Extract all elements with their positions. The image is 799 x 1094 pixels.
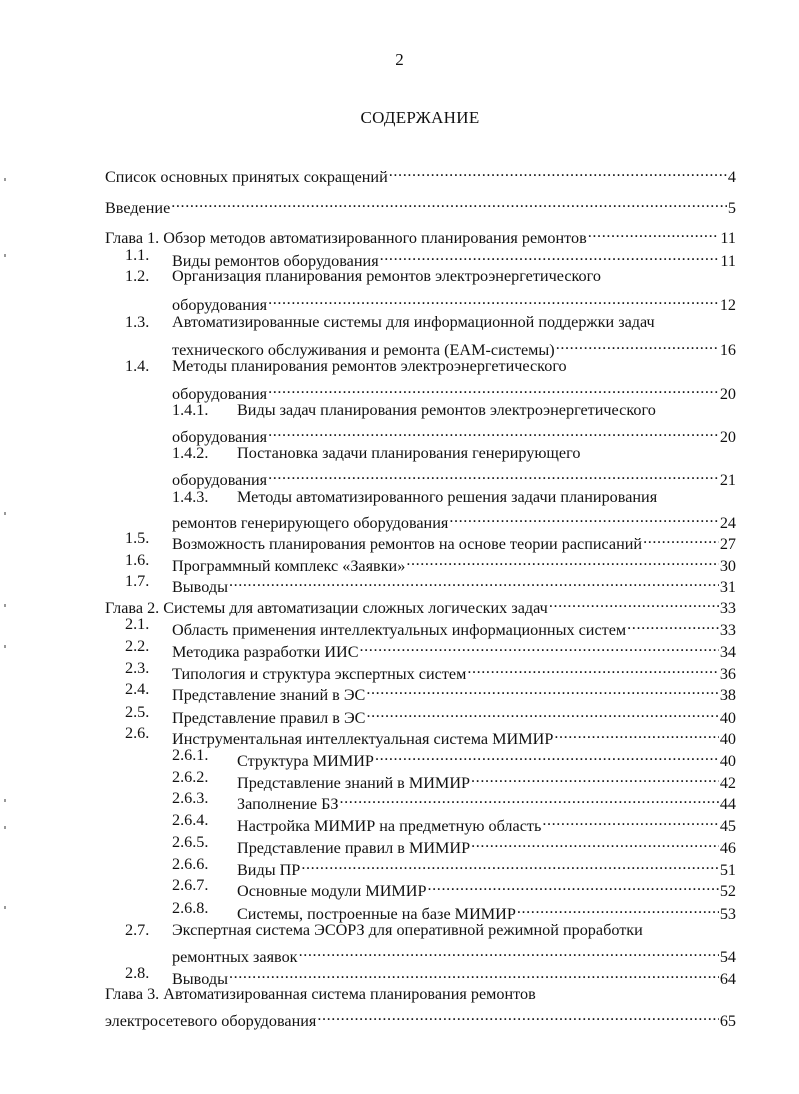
toc-entry-page: 11: [720, 229, 736, 247]
toc-entry-leader: [299, 941, 719, 962]
toc-entry-page: 40: [719, 730, 736, 748]
toc-entry: [0, 920, 799, 941]
toc-entry: [0, 745, 799, 770]
toc-entry-number: 2.2.: [125, 637, 150, 655]
toc-entry-leader: [467, 658, 718, 679]
toc-entry-title: Представление правил в ЭС: [172, 709, 366, 727]
toc-entry-leader: [517, 898, 719, 919]
toc-entry: [0, 788, 799, 813]
toc-entry-number: 1.3.: [125, 313, 150, 331]
toc-entry-page: 33: [719, 621, 736, 639]
toc-entry-leader: [268, 421, 719, 442]
toc-entry-leader: [301, 854, 719, 875]
toc-entry-title: Представление знаний в ЭС: [172, 686, 366, 704]
toc-entry: [0, 875, 799, 900]
toc-entry-page: 40: [719, 709, 736, 727]
toc-entry-page: 33: [719, 599, 736, 617]
toc-entry-leader: [366, 679, 718, 700]
toc-entry-title: Постановка задачи планирования генерирующего: [237, 444, 581, 462]
toc-entry: [0, 767, 799, 792]
toc-entry-page: 30: [719, 557, 736, 575]
toc-entry: [0, 832, 799, 857]
toc-entry-number: 2.3.: [125, 659, 150, 677]
toc-entry-page: 24: [719, 514, 736, 532]
toc-entry: [0, 356, 799, 377]
toc-entry-title: Настройка МИМИР на предметную область: [237, 817, 542, 835]
toc-entry-title: Автоматизированные системы для информационной поддержки задач: [172, 313, 655, 331]
toc-entry-number: 2.1.: [125, 615, 150, 633]
toc-entry-number: 2.6.8.: [172, 899, 209, 917]
toc-entry-number: 2.8.: [125, 964, 150, 982]
toc-entry-page: 45: [719, 817, 736, 835]
toc-entry-leader: [380, 245, 720, 266]
toc-entry-page: 34: [719, 643, 736, 661]
toc-entry-page: 12: [719, 296, 736, 314]
toc-entry: [0, 334, 799, 359]
toc-entry-page: 36: [719, 665, 736, 683]
toc-entry-leader: [268, 378, 719, 399]
toc-entry-leader: [542, 810, 718, 831]
toc-entry-leader: [268, 289, 719, 310]
toc-entry-leader: [554, 723, 718, 744]
toc-entry-title: Глава 2. Системы для автоматизации сложных логических задач: [105, 599, 548, 617]
toc-entry-leader: [627, 614, 719, 635]
toc-entry-title: оборудования: [172, 296, 268, 314]
toc-entry-title: Виды ремонтов оборудования: [172, 252, 379, 270]
toc-entry-page: 27: [719, 535, 736, 553]
toc-entry: [0, 898, 799, 923]
toc-entry-title: Экспертная система ЭСОРЗ для оперативной режимной проработки: [172, 921, 643, 939]
toc-entry: [0, 443, 799, 464]
toc-entry-number: 2.6.7.: [172, 876, 209, 894]
toc-entry-page: 44: [719, 795, 736, 813]
toc-entry-page: 52: [719, 882, 736, 900]
toc-entry-title: Список основных принятых сокращений: [105, 168, 388, 186]
toc-entry-title: технического обслуживания и ремонта (EAM-системы): [172, 341, 555, 359]
toc-entry-title: Выводы: [172, 578, 228, 596]
toc-entry-number: 1.7.: [125, 572, 150, 590]
page-title: СОДЕРЖАНИЕ: [360, 108, 480, 127]
toc-entry: [0, 421, 799, 446]
toc-entry: [0, 571, 799, 596]
toc-entry: [0, 222, 799, 247]
toc-entry-number: 1.4.: [125, 357, 150, 375]
toc-entry-page: 38: [719, 686, 736, 704]
toc-entry-page: 65: [719, 1012, 736, 1030]
toc-entry: [0, 289, 799, 314]
toc-entry-leader: [340, 788, 719, 809]
toc-entry: [0, 192, 799, 217]
toc-entry-title: Возможность планирования ремонтов на основе теории расписаний: [172, 535, 643, 553]
toc-entry-page: 20: [719, 428, 736, 446]
toc-entry: [0, 245, 799, 270]
toc-entry-title: Системы, построенные на базе МИМИР: [237, 905, 516, 923]
toc-entry-title: оборудования: [172, 385, 268, 403]
toc-entry-leader: [556, 334, 719, 355]
toc-entry-title: ремонтов генерирующего оборудования: [172, 514, 449, 532]
toc-entry-number: 2.6.1.: [172, 746, 209, 764]
toc-entry-leader: [366, 702, 718, 723]
toc-entry-number: 2.5.: [125, 703, 150, 721]
toc-entry-leader: [588, 222, 720, 243]
toc-entry-number: 2.7.: [125, 921, 150, 939]
toc-entry-leader: [471, 832, 719, 853]
toc-entry: [0, 702, 799, 727]
toc-entry-title: Методика разработки ИИС: [172, 643, 359, 661]
toc-entry-page: 20: [719, 385, 736, 403]
toc-entry-title: Введение: [105, 199, 171, 217]
toc-entry-page: 53: [719, 905, 736, 923]
toc-entry-leader: [449, 507, 718, 528]
toc-entry-title: оборудования: [172, 471, 268, 489]
toc-entry: [0, 378, 799, 403]
toc-entry-number: 2.6.6.: [172, 855, 209, 873]
toc-entry-leader: [549, 592, 719, 613]
toc-entry-title: Представление знаний в МИМИР: [237, 774, 471, 792]
toc-entry: [0, 464, 799, 489]
toc-entry-page: 11: [720, 252, 736, 270]
toc-entry-title: Выводы: [172, 970, 228, 988]
toc-entry-leader: [229, 963, 719, 984]
toc-entry-number: 2.6.: [125, 724, 150, 742]
toc-entry-title: Организация планирования ремонтов электроэнергетического: [172, 267, 601, 285]
toc-entry-page: 31: [719, 578, 736, 596]
toc-entry-number: 2.6.2.: [172, 768, 209, 786]
toc-entry-leader: [406, 550, 718, 571]
toc-entry-leader: [375, 745, 719, 766]
toc-entry-leader: [360, 636, 719, 657]
toc-entry: [0, 161, 799, 186]
toc-entry-leader: [317, 1005, 718, 1026]
toc-entry-leader: [428, 875, 719, 896]
toc-entry-title: Виды задач планирования ремонтов электроэнергетического: [237, 401, 656, 419]
toc-entry: [0, 528, 799, 553]
toc-entry-number: 2.6.4.: [172, 811, 209, 829]
toc-entry-leader: [643, 528, 719, 549]
toc-entry: [0, 636, 799, 661]
toc-entry-title: Типология и структура экспертных систем: [172, 665, 467, 683]
toc-entry-leader: [171, 192, 727, 213]
toc-entry-number: 2.4.: [125, 680, 150, 698]
toc-entry-title: оборудования: [172, 428, 268, 446]
toc-entry-title: электросетевого оборудования: [105, 1012, 317, 1030]
toc-entry-title: Программный комплекс «Заявки»: [172, 557, 406, 575]
toc-entry-title: Заполнение БЗ: [237, 795, 339, 813]
toc-entry-page: 4: [727, 168, 736, 186]
toc-entry: [0, 723, 799, 748]
toc-entry-number: 1.4.2.: [172, 444, 209, 462]
toc-entry: [0, 854, 799, 879]
toc-entry-title: Основные модули МИМИР: [237, 882, 427, 900]
toc-entry: [0, 810, 799, 835]
page-number: 2: [395, 50, 404, 69]
toc-entry-page: 51: [719, 861, 736, 879]
toc-entry-title: Область применения интеллектуальных информационных систем: [172, 621, 627, 639]
toc-entry-page: 21: [719, 471, 736, 489]
toc-entry: [0, 507, 799, 532]
toc-entry-title: Глава 1. Обзор методов автоматизированного планирования ремонтов: [105, 229, 587, 247]
toc-entry-number: 1.5.: [125, 529, 150, 547]
toc-entry: [0, 312, 799, 333]
toc-entry: [0, 1005, 799, 1030]
toc-entry-title: Методы планирования ремонтов электроэнергетического: [172, 357, 567, 375]
toc-entry-number: 1.4.1.: [172, 401, 209, 419]
toc-entry: [0, 984, 799, 1005]
toc-entry-page: 46: [719, 839, 736, 857]
toc-entry-page: 40: [719, 752, 736, 770]
toc-entry-title: Глава 3. Автоматизированная система планирования ремонтов: [105, 985, 536, 1003]
toc-entry: [0, 679, 799, 704]
toc-entry-title: Инструментальная интеллектуальная система МИМИР: [172, 730, 554, 748]
toc-entry: [0, 658, 799, 683]
toc-entry-page: 16: [719, 341, 736, 359]
toc-entry-number: 1.4.3.: [172, 488, 209, 506]
toc-entry: [0, 592, 799, 617]
toc-entry-title: Виды ПР: [237, 861, 301, 879]
toc-entry-page: 64: [719, 970, 736, 988]
toc-entry: [0, 487, 799, 508]
toc-entry-title: Структура МИМИР: [237, 752, 374, 770]
toc-entry-page: 42: [719, 774, 736, 792]
toc-entry-title: ремонтных заявок: [172, 948, 298, 966]
toc-entry-page: 54: [719, 948, 736, 966]
toc-entry-number: 2.6.5.: [172, 833, 209, 851]
toc-entry-number: 1.2.: [125, 267, 150, 285]
toc-entry-title: Методы автоматизированного решения задачи планирования: [237, 488, 658, 506]
toc-entry-leader: [268, 464, 719, 485]
toc-entry-leader: [389, 161, 727, 182]
toc-entry-number: 1.6.: [125, 551, 150, 569]
toc-entry: [0, 400, 799, 421]
toc-entry: [0, 614, 799, 639]
toc-entry-number: 2.6.3.: [172, 789, 209, 807]
toc-entry: [0, 941, 799, 966]
toc-entry-page: 5: [727, 199, 736, 217]
toc-entry: [0, 550, 799, 575]
toc-entry-leader: [229, 571, 719, 592]
toc-entry: [0, 963, 799, 988]
toc-entry-number: 1.1.: [125, 246, 150, 264]
toc-entry-leader: [471, 767, 719, 788]
toc-entry: [0, 266, 799, 287]
toc-entry-title: Представление правил в МИМИР: [237, 839, 471, 857]
